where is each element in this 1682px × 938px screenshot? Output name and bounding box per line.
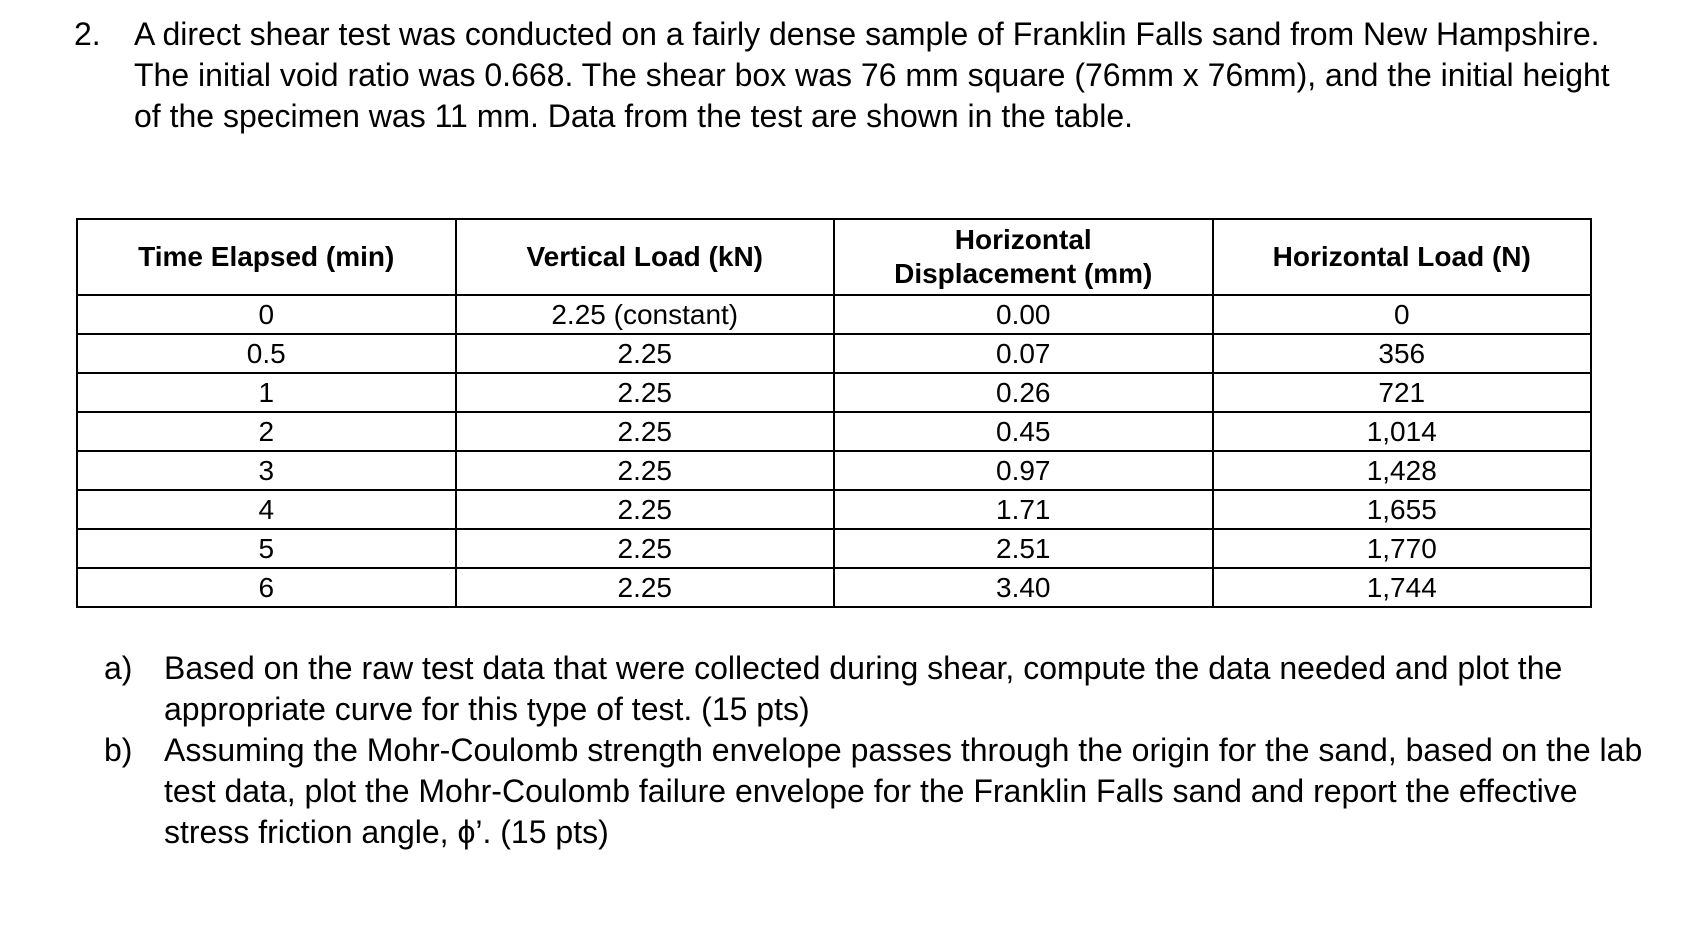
cell-horizontal-displacement: 3.40 bbox=[834, 568, 1213, 607]
part-label: a) bbox=[104, 650, 133, 686]
cell-vertical-load: 2.25 bbox=[456, 334, 835, 373]
cell-vertical-load: 2.25 bbox=[456, 373, 835, 412]
question-parts bbox=[0, 648, 1682, 853]
cell-time: 1 bbox=[77, 373, 456, 412]
cell-time: 0.5 bbox=[77, 334, 456, 373]
part-label: b) bbox=[104, 732, 133, 768]
cell-horizontal-displacement: 0.26 bbox=[834, 373, 1213, 412]
table-row bbox=[77, 373, 1591, 412]
table-row bbox=[77, 529, 1591, 568]
cell-horizontal-displacement: 0.00 bbox=[834, 295, 1213, 334]
cell-horizontal-load: 1,428 bbox=[1213, 451, 1592, 490]
cell-horizontal-load: 356 bbox=[1213, 334, 1592, 373]
cell-time: 6 bbox=[77, 568, 456, 607]
table-row bbox=[77, 568, 1591, 607]
header-horizontal-load: Horizontal Load (N) bbox=[1213, 219, 1592, 295]
cell-time: 2 bbox=[77, 412, 456, 451]
cell-time: 4 bbox=[77, 490, 456, 529]
cell-horizontal-displacement: 1.71 bbox=[834, 490, 1213, 529]
table-header-row bbox=[77, 219, 1591, 295]
cell-horizontal-load: 721 bbox=[1213, 373, 1592, 412]
cell-vertical-load: 2.25 bbox=[456, 568, 835, 607]
problem-number: 2. bbox=[74, 16, 101, 52]
question-part-a bbox=[0, 648, 1682, 730]
cell-vertical-load: 2.25 bbox=[456, 412, 835, 451]
cell-horizontal-displacement: 0.45 bbox=[834, 412, 1213, 451]
cell-vertical-load: 2.25 (constant) bbox=[456, 295, 835, 334]
cell-vertical-load: 2.25 bbox=[456, 451, 835, 490]
table-row bbox=[77, 490, 1591, 529]
header-time-elapsed: Time Elapsed (min) bbox=[77, 219, 456, 295]
header-vertical-load: Vertical Load (kN) bbox=[456, 219, 835, 295]
cell-horizontal-displacement: 0.07 bbox=[834, 334, 1213, 373]
question-part-b bbox=[0, 730, 1682, 853]
table-row bbox=[77, 295, 1591, 334]
cell-horizontal-load: 1,770 bbox=[1213, 529, 1592, 568]
part-text: Based on the raw test data that were collected during shear, compute the data needed and plot the appropriate curve for this type of test. (15 pts) bbox=[164, 650, 1563, 727]
cell-horizontal-load: 1,655 bbox=[1213, 490, 1592, 529]
cell-vertical-load: 2.25 bbox=[456, 529, 835, 568]
cell-time: 3 bbox=[77, 451, 456, 490]
cell-horizontal-load: 1,744 bbox=[1213, 568, 1592, 607]
cell-horizontal-displacement: 0.97 bbox=[834, 451, 1213, 490]
problem-text: A direct shear test was conducted on a fairly dense sample of Franklin Falls sand from New Hampshire. The initial void ratio was 0.668. The shear box was 76 mm square (76mm x 76mm), and the initial height of the specimen was 11 mm. Data from the test are shown in the table. bbox=[134, 16, 1610, 134]
table-row bbox=[77, 334, 1591, 373]
cell-horizontal-load: 1,014 bbox=[1213, 412, 1592, 451]
cell-time: 5 bbox=[77, 529, 456, 568]
table-row bbox=[77, 451, 1591, 490]
shear-test-data-table bbox=[76, 218, 1592, 608]
cell-vertical-load: 2.25 bbox=[456, 490, 835, 529]
cell-horizontal-displacement: 2.51 bbox=[834, 529, 1213, 568]
header-horizontal-displacement: Horizontal Displacement (mm) bbox=[834, 219, 1213, 295]
table-row bbox=[77, 412, 1591, 451]
part-text: Assuming the Mohr-Coulomb strength envelope passes through the origin for the sand, based on the lab test data, plot the Mohr-Coulomb failure envelope for the Franklin Falls sand and report the effective stress friction angle, ϕ’. (15 pts) bbox=[164, 732, 1643, 850]
cell-horizontal-load: 0 bbox=[1213, 295, 1592, 334]
cell-time: 0 bbox=[77, 295, 456, 334]
